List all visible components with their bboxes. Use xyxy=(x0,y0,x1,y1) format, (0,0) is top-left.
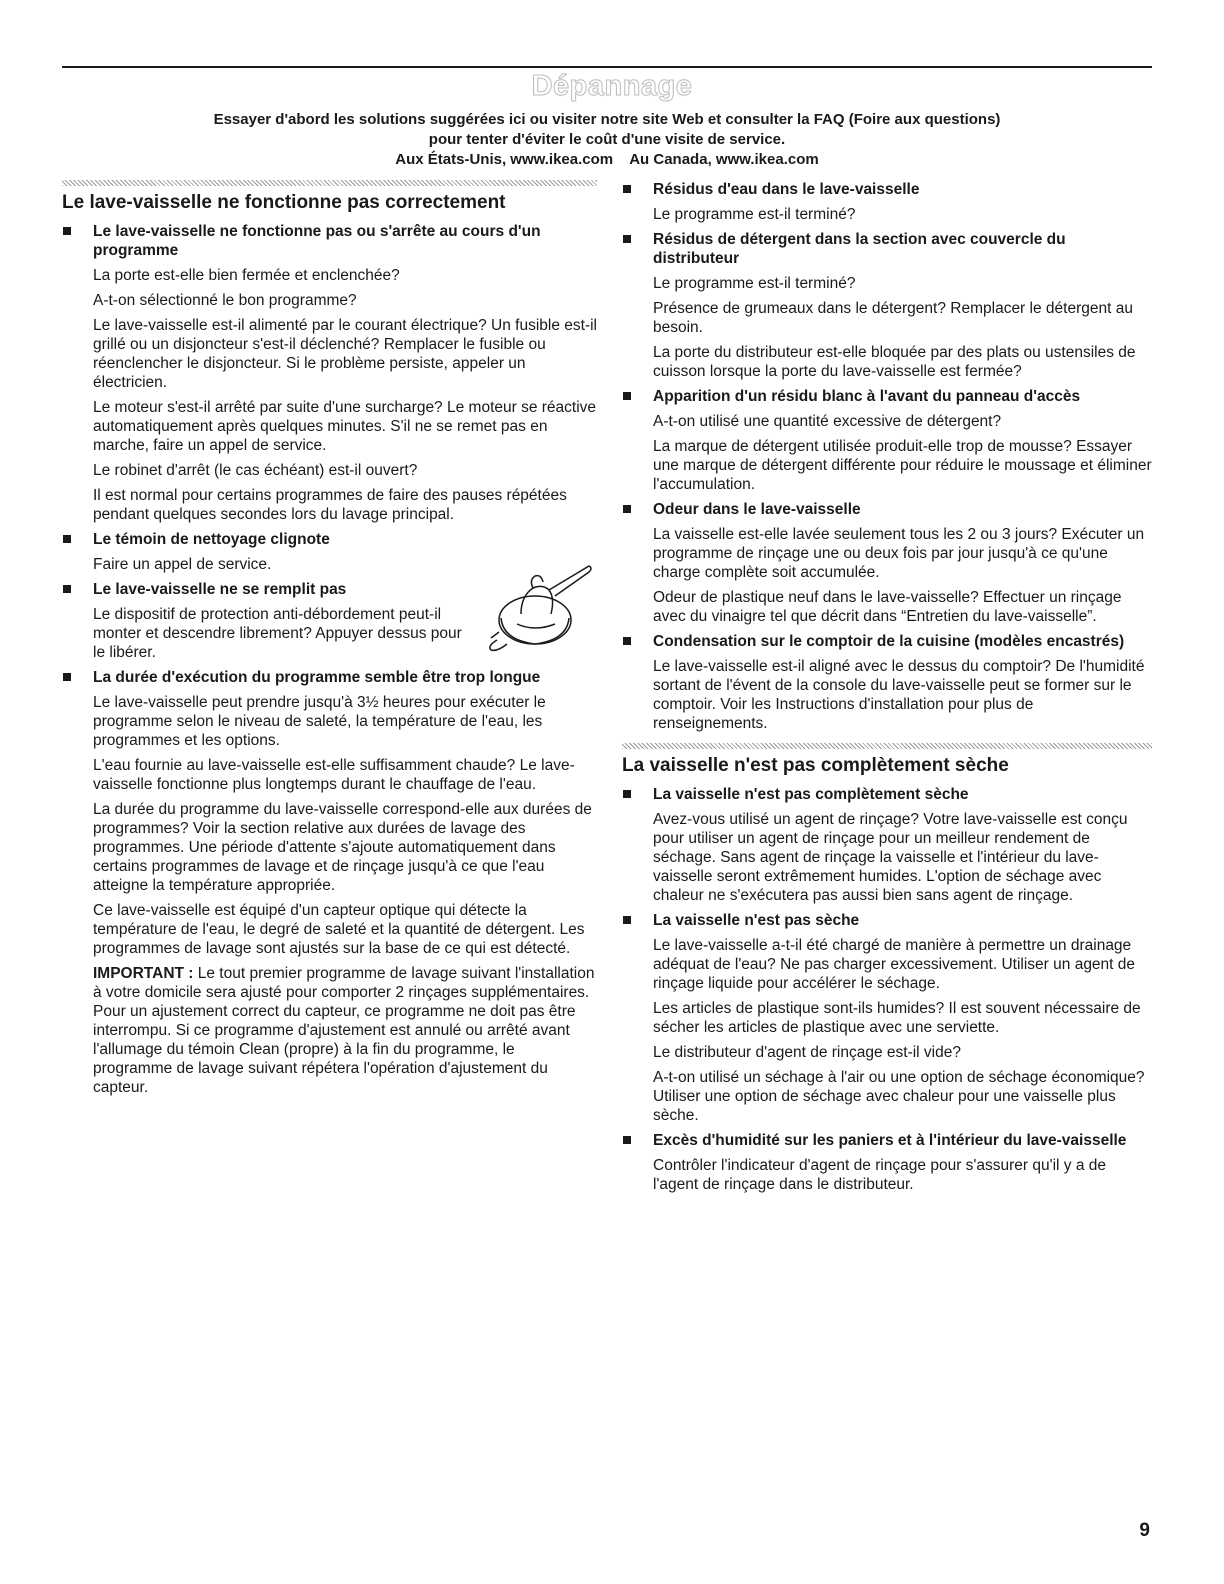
item-heading: La durée d'exécution du programme semble être trop longue xyxy=(62,668,597,687)
page-title: Dépannage xyxy=(531,70,693,102)
troubleshoot-item xyxy=(622,387,1152,494)
intro-line-3: Aux États-Unis, www.ikea.com Au Canada, www.ikea.com xyxy=(395,151,819,168)
item-heading: Excès d'humidité sur les paniers et à l'intérieur du lave-vaisselle xyxy=(622,1131,1152,1150)
section-title: La vaisselle n'est pas complètement sèche xyxy=(622,755,1009,776)
section-title: Le lave-vaisselle ne fonctionne pas correctement xyxy=(62,192,506,213)
item-text: Il est normal pour certains programmes de faire des pauses répétées pendant quelques secondes lors du lavage principal. xyxy=(93,487,567,523)
important-text: Le tout premier programme de lavage suivant l'installation à votre domicile sera ajusté pour comporter 2 rinçages supplémentaires. Pour un ajustement correct du capteur, ce programme ne doit pas être interrompu. Si ce programme d'ajustement est annulé ou arrêté avant l'allumage du témoin Clean (propre) à la fin du programme, le programme de lavage suivant répétera l'opération d'ajustement du capteur. xyxy=(93,965,595,1096)
item-text: Le lave-vaisselle peut prendre jusqu'à 3½ heures pour exécuter le programme selon le niveau de saleté, la température de l'eau, les programmes et les options. xyxy=(93,694,546,749)
bullet-square-icon xyxy=(63,535,71,543)
bullet-square-icon xyxy=(623,1136,631,1144)
item-text: Les articles de plastique sont-ils humides? Il est souvent nécessaire de sécher les articles de plastique avec une serviette. xyxy=(653,1000,1141,1036)
item-text: Le distributeur d'agent de rinçage est-il vide? xyxy=(653,1044,961,1061)
bullet-square-icon xyxy=(623,790,631,798)
item-heading: Apparition d'un résidu blanc à l'avant du panneau d'accès xyxy=(622,387,1152,406)
item-text: Avez-vous utilisé un agent de rinçage? Votre lave-vaisselle est conçu pour utiliser un agent de rinçage pour un meilleur rendement de séchage. Sans agent de rinçage la vaisselle et l'intérieur du lave-vaisselle seront extrêmement humides. L'option de séchage avec chaleur ne s'exécutera pas aussi bien sans agent de rinçage. xyxy=(653,811,1128,904)
troubleshoot-item xyxy=(622,911,1152,1125)
item-text: Le moteur s'est-il arrêté par suite d'une surcharge? Le moteur se réactive automatiquement après quelques minutes. S'il ne se remet pas en marche, faire un appel de service. xyxy=(93,399,597,454)
intro-text xyxy=(62,110,1152,170)
section-divider xyxy=(622,743,1152,749)
bullet-square-icon xyxy=(623,392,631,400)
item-text: La vaisselle est-elle lavée seulement tous les 2 ou 3 jours? Exécuter un programme de rinçage une ou deux fois par jour jusqu'à ce qu'une charge complète soit accumulée. xyxy=(653,526,1145,581)
item-text: Le lave-vaisselle a-t-il été chargé de manière à permettre un drainage adéquat de l'eau? Ne pas charger excessivement. Utiliser un agent de rinçage liquide pour accélérer le séchage. xyxy=(653,937,1136,992)
section-divider xyxy=(62,180,597,186)
troubleshoot-item xyxy=(622,230,1152,381)
item-text: La porte est-elle bien fermée et enclenchée? xyxy=(93,267,400,284)
item-text: Faire un appel de service. xyxy=(93,556,272,573)
item-text: Le lave-vaisselle est-il alimenté par le courant électrique? Un fusible est-il grillé ou un disjoncteur s'est-il déclenché? Remplacer le fusible ou réenclencher le disjoncteur. Si le problème persiste, appeler un électricien. xyxy=(93,317,597,391)
troubleshoot-item xyxy=(622,1131,1152,1194)
item-heading: Condensation sur le comptoir de la cuisine (modèles encastrés) xyxy=(622,632,1152,651)
item-text: A-t-on utilisé une quantité excessive de détergent? xyxy=(653,413,1002,430)
item-text: Odeur de plastique neuf dans le lave-vaisselle? Effectuer un rinçage avec du vinaigre tel que décrit dans “Entretien du lave-vaisselle”. xyxy=(653,589,1122,625)
top-rule xyxy=(62,66,1152,68)
intro-line-1: Essayer d'abord les solutions suggérées ici ou visiter notre site Web et consulter la FAQ (Foire aux questions) xyxy=(213,111,1001,128)
item-heading: La vaisselle n'est pas complètement sèche xyxy=(622,785,1152,804)
item-text: A-t-on sélectionné le bon programme? xyxy=(93,292,357,309)
item-text: Le dispositif de protection anti-débordement peut-il monter et descendre librement? Appuyer dessus pour le libérer. xyxy=(93,606,462,661)
item-heading: La vaisselle n'est pas sèche xyxy=(622,911,1152,930)
item-text: La porte du distributeur est-elle bloquée par des plats ou ustensiles de cuisson lorsque la porte du lave-vaisselle est fermée? xyxy=(653,344,1136,380)
troubleshoot-item xyxy=(622,785,1152,905)
float-valve-icon xyxy=(477,562,597,657)
left-column xyxy=(62,180,597,1103)
item-heading: Résidus d'eau dans le lave-vaisselle xyxy=(622,180,1152,199)
important-note xyxy=(62,964,597,1097)
troubleshoot-item xyxy=(622,632,1152,733)
item-heading: Le lave-vaisselle ne fonctionne pas ou s'arrête au cours d'un programme xyxy=(62,222,597,260)
item-heading: Le lave-vaisselle ne se remplit pas xyxy=(62,580,597,599)
item-text: A-t-on utilisé un séchage à l'air ou une option de séchage économique? Utiliser une option de séchage avec chaleur pour une vaisselle plus sèche. xyxy=(653,1069,1145,1124)
page-number: 9 xyxy=(1139,1520,1150,1541)
bullet-square-icon xyxy=(623,235,631,243)
item-text: Le lave-vaisselle est-il aligné avec le dessus du comptoir? De l'humidité sortant de l'évent de la console du lave-vaisselle peut se former sur le comptoir. Voir les Instructions d'installation pour plus de renseignements. xyxy=(653,658,1145,732)
right-column xyxy=(622,180,1152,1200)
bullet-square-icon xyxy=(63,585,71,593)
bullet-square-icon xyxy=(623,185,631,193)
bullet-square-icon xyxy=(623,505,631,513)
intro-line-2: pour tenter d'éviter le coût d'une visite de service. xyxy=(428,131,786,148)
item-text: Le robinet d'arrêt (le cas échéant) est-il ouvert? xyxy=(93,462,418,479)
item-text: La marque de détergent utilisée produit-elle trop de mousse? Essayer une marque de détergent différente pour réduire le moussage et éliminer l'accumulation. xyxy=(653,438,1152,493)
bullet-square-icon xyxy=(623,637,631,645)
item-heading: Le témoin de nettoyage clignote xyxy=(62,530,597,549)
item-text: Le programme est-il terminé? xyxy=(653,275,856,292)
item-heading: Odeur dans le lave-vaisselle xyxy=(622,500,1152,519)
item-text: Présence de grumeaux dans le détergent? Remplacer le détergent au besoin. xyxy=(653,300,1133,336)
troubleshoot-item xyxy=(62,668,597,1097)
item-text: L'eau fournie au lave-vaisselle est-elle suffisamment chaude? Le lave-vaisselle fonctionne plus longtemps durant le chauffage de l'eau. xyxy=(93,757,575,793)
bullet-square-icon xyxy=(63,227,71,235)
troubleshoot-item xyxy=(622,500,1152,626)
important-label: IMPORTANT : xyxy=(93,965,194,982)
item-text: Le programme est-il terminé? xyxy=(653,206,856,223)
item-text: Ce lave-vaisselle est équipé d'un capteur optique qui détecte la température de l'eau, le degré de saleté et la quantité de détergent. Les programmes de lavage sont ajustés sur la base de ce qui est détecté. xyxy=(93,902,585,957)
item-text: Contrôler l'indicateur d'agent de rinçage pour s'assurer qu'il y a de l'agent de rinçage dans le distributeur. xyxy=(653,1157,1106,1193)
troubleshoot-item xyxy=(622,180,1152,224)
bullet-square-icon xyxy=(623,916,631,924)
troubleshoot-item xyxy=(62,222,597,524)
item-heading: Résidus de détergent dans la section avec couvercle du distributeur xyxy=(622,230,1152,268)
bullet-square-icon xyxy=(63,673,71,681)
item-text: La durée du programme du lave-vaisselle correspond-elle aux durées de programmes? Voir la section relative aux durées de lavage des programmes. Une période d'attente s'ajoute automatiquement dans certains programmes de lavage et de rinçage jusqu'à ce que l'eau atteigne la température appropriée. xyxy=(93,801,592,894)
troubleshoot-item xyxy=(62,580,597,662)
